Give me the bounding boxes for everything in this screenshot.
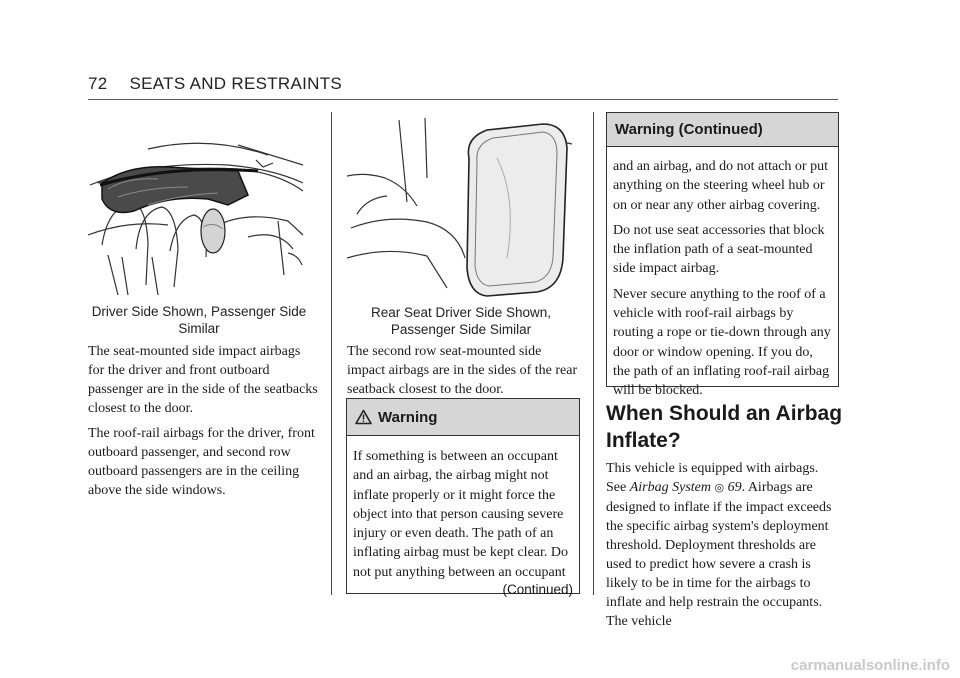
watermark: carmanualsonline.info xyxy=(790,657,950,674)
warning-body xyxy=(607,147,838,413)
header-divider xyxy=(88,99,838,100)
warning-body xyxy=(347,436,579,605)
warning-paragraph: Never secure anything to the roof of a vehicle with roof-rail airbags by routing a rope or tie-down through any door or window opening. If you do, the path of an inflating roof-rail airbag will be blocked. xyxy=(613,286,831,399)
warning-header xyxy=(347,399,579,436)
paragraph: The seat-mounted side impact airbags for the driver and front outboard passenger are in the side of the seatbacks closest to the door. xyxy=(88,344,318,416)
section-title-line: Inflate? xyxy=(606,429,681,452)
cross-reference-page[interactable]: 69 xyxy=(727,480,742,495)
continued-label: (Continued) xyxy=(502,582,573,598)
warning-continued-box xyxy=(606,112,839,399)
section-title-line: When Should an Airbag xyxy=(606,402,843,425)
caption-line: Rear Seat Driver Side Shown, xyxy=(370,305,552,320)
column-2-text xyxy=(347,342,579,405)
warning-title: Warning xyxy=(378,408,438,426)
column-divider-1 xyxy=(331,112,332,595)
page-ref-icon: ◎ xyxy=(714,482,725,494)
figure-1-caption xyxy=(88,303,310,337)
paragraph xyxy=(606,459,838,631)
roof-rail-airbag-illustration xyxy=(88,125,310,297)
figure-2-caption xyxy=(347,304,575,338)
section-heading: SEATS AND RESTRAINTS xyxy=(129,74,343,93)
warning-paragraph: and an airbag, and do not attach or put anything on the steering wheel hub or on or near any other airbag covering. xyxy=(613,159,828,213)
warning-box xyxy=(346,398,580,598)
paragraph: The roof-rail airbags for the driver, front outboard passenger, and second row outboard passengers are in the ceiling above the side windows. xyxy=(88,426,315,498)
page-number: 72 xyxy=(88,74,108,93)
seat-side-airbag-illustration xyxy=(347,118,575,298)
section-title xyxy=(606,400,842,454)
cross-reference-link[interactable]: Airbag System xyxy=(629,480,711,495)
warning-paragraph: Do not use seat accessories that block the inflation path of a seat-mounted side impact airbag. xyxy=(613,222,825,277)
warning-title: Warning (Continued) xyxy=(615,121,763,138)
page-header xyxy=(88,74,342,94)
text-run: This vehicle is equipped with airbags. See xyxy=(606,461,819,495)
caption-line: Passenger Side Similar xyxy=(390,322,532,337)
warning-triangle-icon xyxy=(355,409,372,425)
paragraph: The second row seat-mounted side impact airbags are in the sides of the rear seatback closest to the door. xyxy=(347,344,578,397)
warning-text: If something is between an occupant and an airbag, the airbag might not inflate properly or it might force the object into that person causing severe injury or even death. The path of an inflating airbag must be kept clear. Do not put anything between an occupant xyxy=(353,449,568,580)
section-body xyxy=(606,459,838,637)
caption-line: Similar xyxy=(178,321,220,336)
caption-line: Driver Side Shown, Passenger Side xyxy=(91,304,307,319)
column-1-text xyxy=(88,342,320,506)
warning-header xyxy=(607,113,838,147)
text-run: . Airbags are designed to inflate if the impact exceeds the specific airbag system's deployment threshold. Deployment thresholds are used to predict how severe a crash is likely to be in time for the airbags to inflate and help restrain the occupants. The vehicle xyxy=(606,480,832,629)
column-divider-2 xyxy=(593,112,594,595)
